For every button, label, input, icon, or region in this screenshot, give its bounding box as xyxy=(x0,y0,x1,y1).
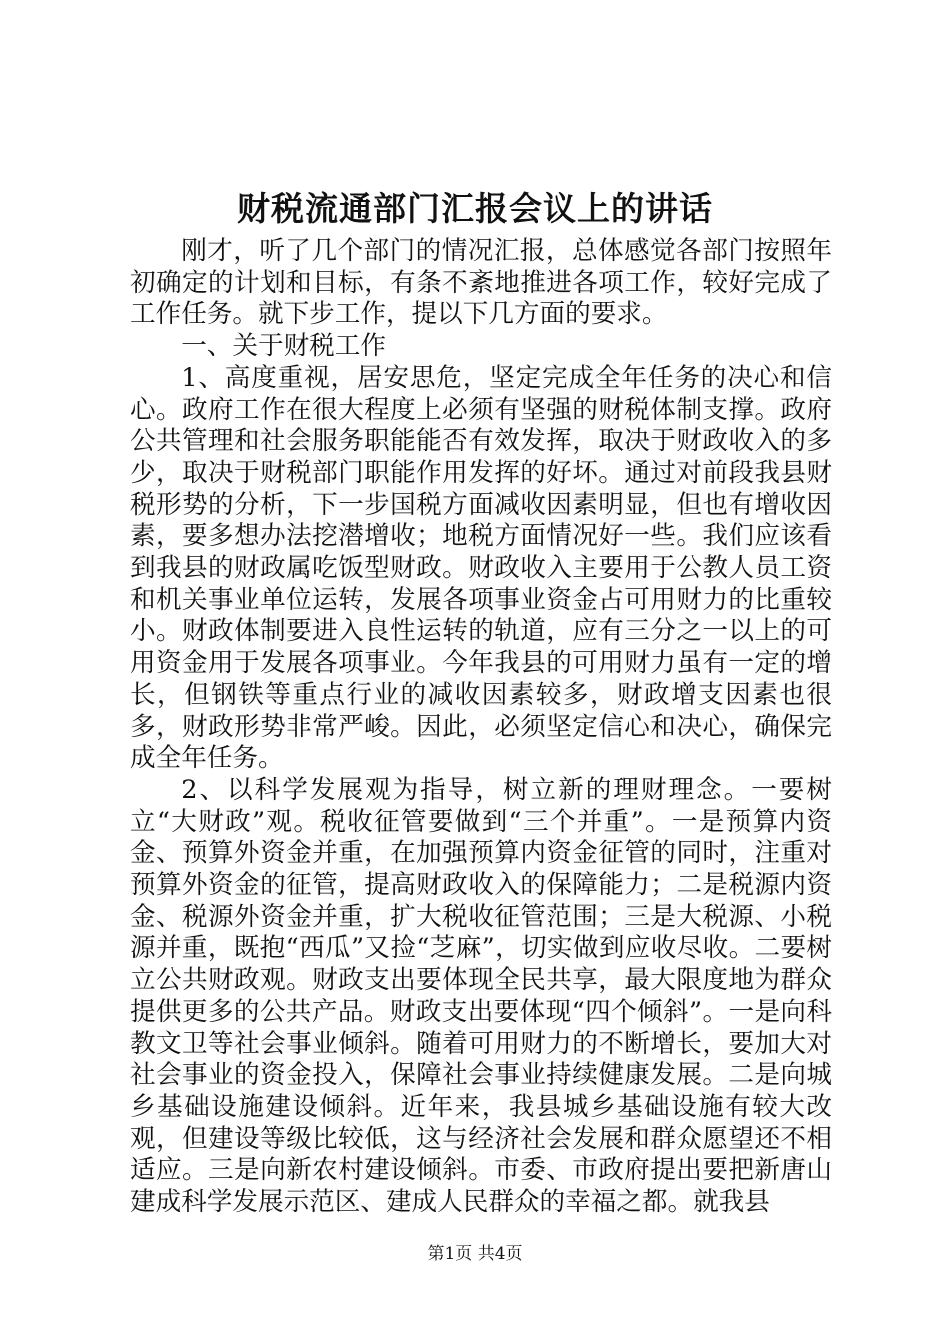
document-body xyxy=(130,236,832,1219)
paragraph-intro: 刚才，听了几个部门的情况汇报，总体感觉各部门按照年初确定的计划和目标，有条不紊地推进各项工作，较好完成了工作任务。就下步工作，提以下几方面的要求。 xyxy=(130,236,832,330)
paragraph-item-1: 1、高度重视，居安思危，坚定完成全年任务的决心和信心。政府工作在很大程度上必须有坚强的财税体制支撑。政府公共管理和社会服务职能能否有效发挥，取决于财政收入的多少，取决于财税部门职能作用发挥的好坏。通过对前段我县财税形势的分析，下一步国税方面减收因素明显，但也有增收因素，要多想办法挖潜增收；地税方面情况好一些。我们应该看到我县的财政属吃饭型财政。财政收入主要用于公教人员工资和机关事业单位运转，发展各项事业资金占可用财力的比重较小。财政体制要进入良性运转的轨道，应有三分之一以上的可用资金用于发展各项事业。今年我县的可用财力虽有一定的增长，但钢铁等重点行业的减收因素较多，财政增支因素也很多，财政形势非常严峻。因此，必须坚定信心和决心，确保完成全年任务。 xyxy=(130,362,832,774)
page-number-footer: 第1页 共4页 xyxy=(427,1244,523,1264)
document-title: 财税流通部门汇报会议上的讲话 xyxy=(237,189,713,228)
paragraph-item-2: 2、以科学发展观为指导，树立新的理财理念。一要树立“大财政”观。税收征管要做到“三个并重”。一是预算内资金、预算外资金并重，在加强预算内资金征管的同时，注重对预算外资金的征管，提高财政收入的保障能力；二是税源内资金、税源外资金并重，扩大税收征管范围；三是大税源、小税源并重，既抱“西瓜”又捡“芝麻”，切实做到应收尽收。二要树立公共财政观。财政支出要体现全民共享，最大限度地为群众提供更多的公共产品。财政支出要体现“四个倾斜”。一是向科教文卫等社会事业倾斜。随着可用财力的不断增长，要加大对社会事业的资金投入，保障社会事业持续健康发展。二是向城乡基础设施建设倾斜。近年来，我县城乡基础设施有较大改观，但建设等级比较低，这与经济社会发展和群众愿望还不相适应。三是向新农村建设倾斜。市委、市政府提出要把新唐山建成科学发展示范区、建成人民群众的幸福之都。就我县 xyxy=(130,774,832,1218)
section-heading: 一、关于财税工作 xyxy=(181,331,386,362)
